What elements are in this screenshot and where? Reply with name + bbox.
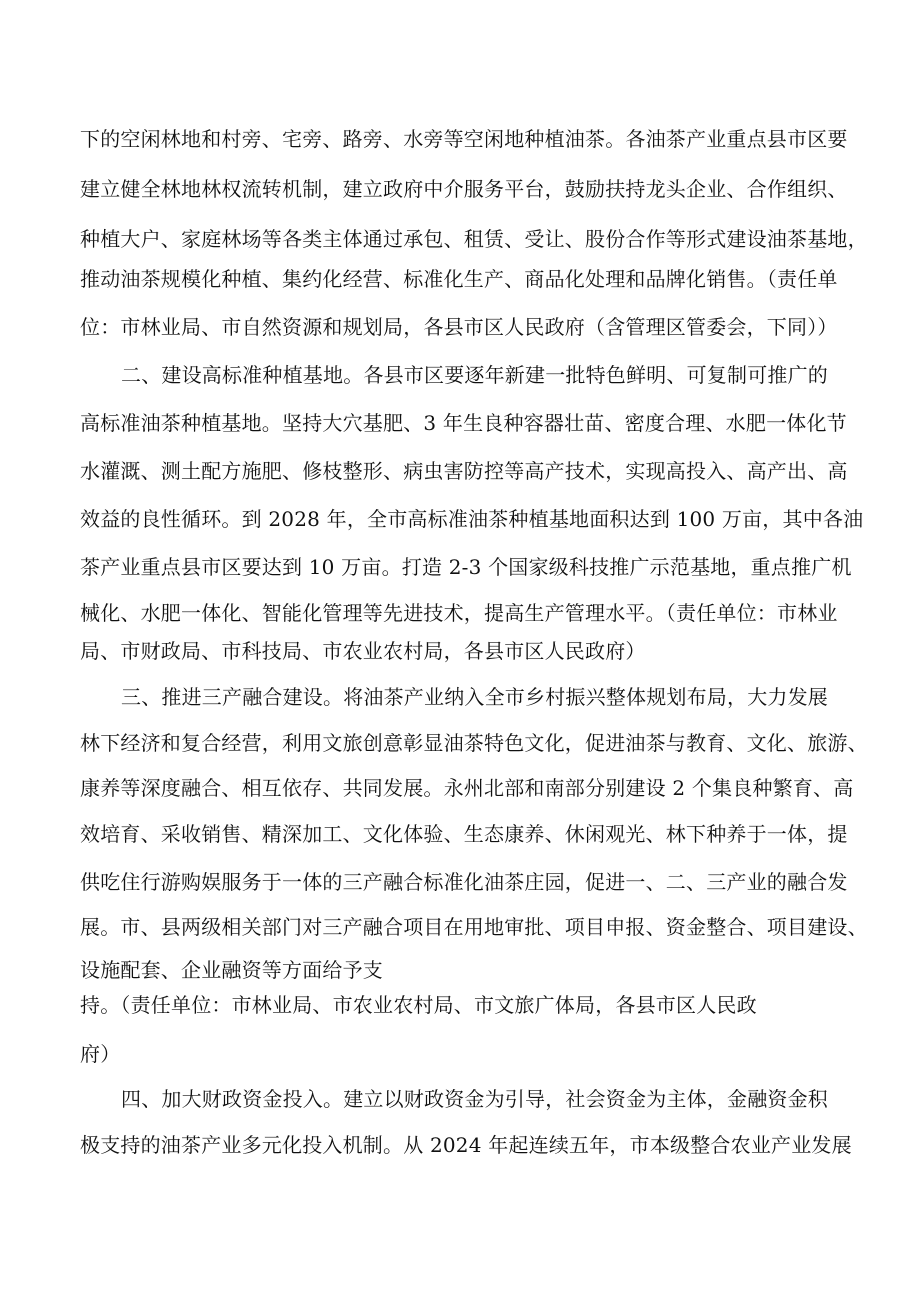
text-line: 效益的良性循环。到 2028 年，全市高标准油茶种植基地面积达到 100 万亩，其中各油 <box>80 507 864 531</box>
text-line: 推动油茶规模化种植、集约化经营、标准化生产、商品化处理和品牌化销售。（责任单 <box>80 267 838 291</box>
paragraph-heading-line: 二、建设高标准种植基地。各县市区要逐年新建一批特色鲜明、可复制可推广的 <box>121 363 828 387</box>
text-line: 康养等深度融合、相互依存、共同发展。永州北部和南部分别建设 2 个集良种繁育、高 <box>80 776 854 800</box>
text-line: 供吃住行游购娱服务于一体的三产融合标准化油茶庄园，促进一、二、三产业的融合发 <box>80 870 848 894</box>
paragraph-heading-line: 三、推进三产融合建设。将油茶产业纳入全市乡村振兴整体规划布局，大力发展 <box>121 685 828 709</box>
text-line: 种植大户、家庭林场等各类主体通过承包、租赁、受让、股份合作等形式建设油茶基地， <box>80 227 868 251</box>
text-line: 效培育、采收销售、精深加工、文化体验、生态康养、休闲观光、林下种养于一体，提 <box>80 822 848 846</box>
paragraph-heading-line: 四、加大财政资金投入。建立以财政资金为引导，社会资金为主体，金融资金积 <box>121 1087 828 1111</box>
text-line: 府） <box>80 1042 121 1066</box>
text-line: 建立健全林地林权流转机制，建立政府中介服务平台，鼓励扶持龙头企业、合作组织、 <box>80 177 848 201</box>
text-line: 位：市林业局、市自然资源和规划局，各县市区人民政府（含管理区管委会，下同）） <box>80 315 838 339</box>
text-line: 局、市财政局、市科技局、市农业农村局，各县市区人民政府） <box>80 639 646 663</box>
text-line: 茶产业重点县市区要达到 10 万亩。打造 2-3 个国家级科技推广示范基地，重点推广机 <box>80 555 852 579</box>
text-line: 水灌溉、测土配方施肥、修枝整形、病虫害防控等高产技术，实现高投入、高产出、高 <box>80 459 848 483</box>
text-line: 极支持的油茶产业多元化投入机制。从 2024 年起连续五年，市本级整合农业产业发展 <box>80 1133 852 1157</box>
text-line: 展。市、县两级相关部门对三产融合项目在用地审批、项目申报、资金整合、项目建设、 <box>80 915 868 939</box>
text-line: 林下经济和复合经营，利用文旅创意彰显油茶特色文化，促进油茶与教育、文化、旅游、 <box>80 731 868 755</box>
text-line: 持。（责任单位：市林业局、市农业农村局、市文旅广体局，各县市区人民政 <box>80 993 757 1017</box>
text-line: 械化、水肥一体化、智能化管理等先进技术，提高生产管理水平。（责任单位：市林业 <box>80 601 838 625</box>
text-line: 设施配套、企业融资等方面给予支 <box>80 958 383 982</box>
text-line: 下的空闲林地和村旁、宅旁、路旁、水旁等空闲地种植油茶。各油茶产业重点县市区要 <box>80 127 848 151</box>
text-line: 高标准油茶种植基地。坚持大穴基肥、3 年生良种容器壮苗、密度合理、水肥一体化节 <box>80 411 847 435</box>
